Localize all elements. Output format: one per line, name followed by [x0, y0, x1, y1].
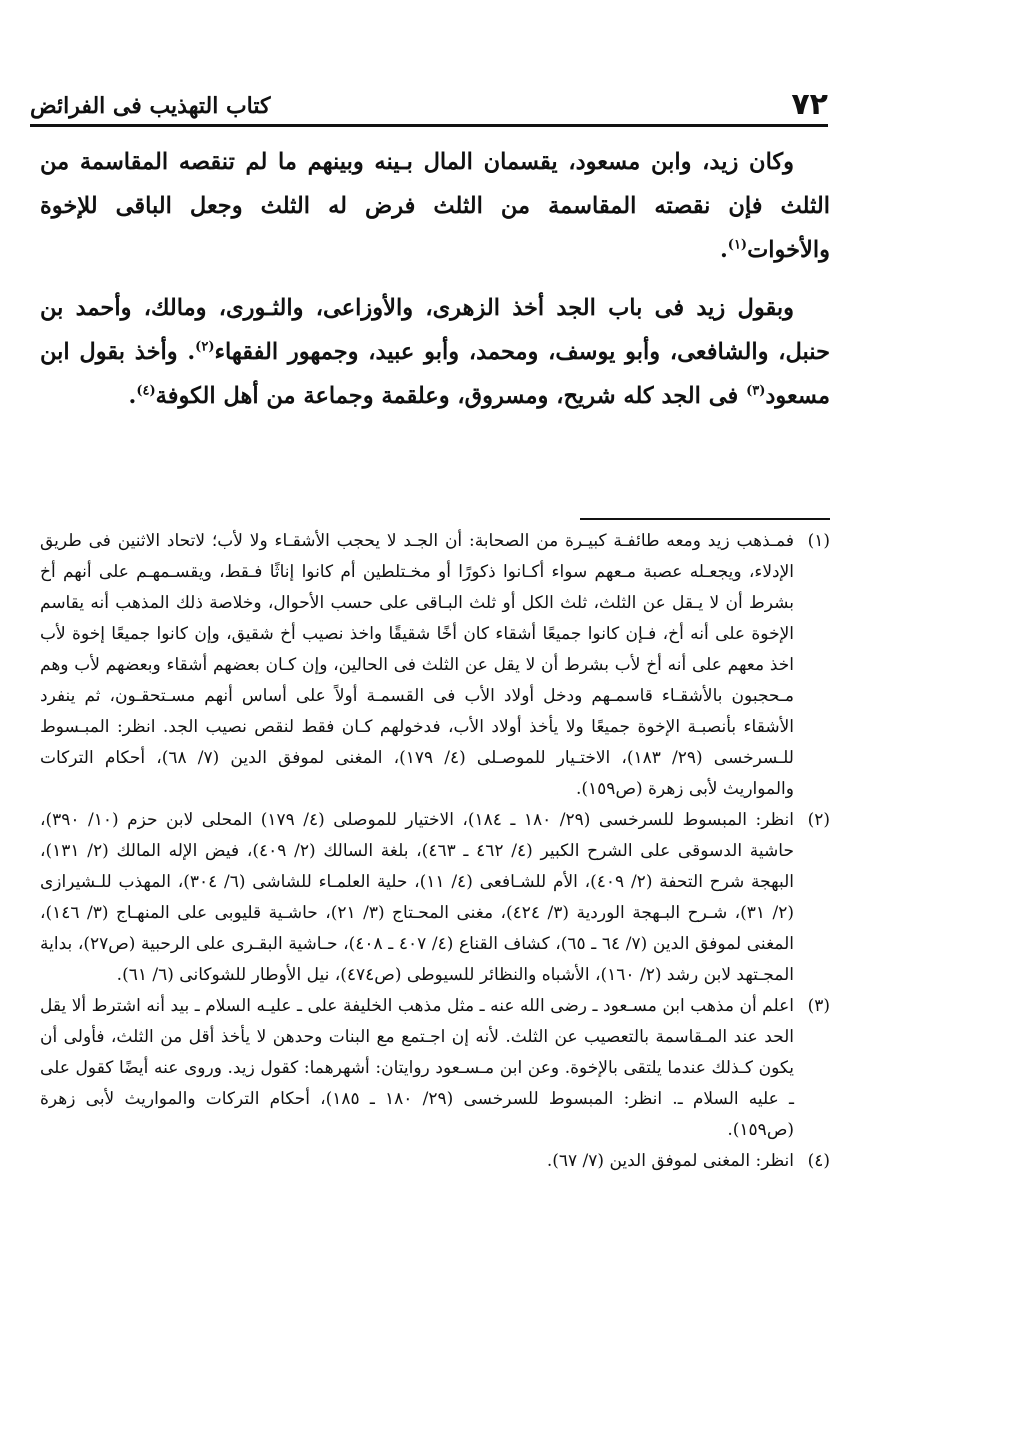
- paragraph-2-text-b: . وأخذ بقول ابن مسعود: [40, 339, 830, 409]
- page-number: ٧٢: [791, 87, 828, 122]
- footnote-number: (٤): [807, 1151, 830, 1171]
- paragraph-2-text-c: فى الجد كله شريح، ومسروق، وعلقمة وجماعة من أهل الكوفة: [155, 383, 747, 409]
- paragraph-2: [40, 286, 830, 418]
- footnote-2: [40, 805, 830, 991]
- paragraph-1-end: .: [719, 237, 728, 263]
- footnote-number: (٢): [807, 810, 830, 830]
- page-header: [30, 88, 828, 127]
- footnote-3: [40, 991, 830, 1146]
- paragraph-2-end: .: [128, 383, 137, 409]
- footnote-text: اعلم أن مذهب ابن مسـعود ـ رضى الله عنه ـ مثل مذهب الخليفة على ـ عليـه السلام ـ بيد أنه اشترط ألا يقل الحد عند المـقاسمة بالتعصيب عن الثلث. لأنه إن اجـتمع مع البنات وحدهن لا يأخذ أقل من الثلث، فأولى أن يكون كـذلك عندما يلتقى بالإخوة. وعن ابن مـسـعود روايتان: أشهرهما: كقول زيد. وروى عنه أيضًا كقول على ـ عليه السلام ـ. انظر: المبسوط للسرخسى (٢٩/ ١٨٠ ـ ١٨٥)، أحكام التركات والمواريث لأبى زهرة (ص١٥٩).: [40, 996, 794, 1140]
- footnote-number: (١): [807, 531, 830, 551]
- footnote-number: (٣): [807, 996, 830, 1016]
- footnote-ref-3: (٣): [746, 383, 766, 399]
- footnotes: [40, 526, 830, 1177]
- footnote-4: [40, 1146, 830, 1177]
- footnote-1: [40, 526, 830, 805]
- footnote-ref-4: (٤): [136, 383, 156, 399]
- footnote-text: فمـذهب زيد ومعه طائفـة كبيـرة من الصحابة: أن الجـد لا يحجب الأشقـاء ولا لأب؛ لاتحاد الاثنين فى طريق الإدلاء، ويجعـله عصبة مـعهم سواء أكـانوا ذكورًا أو مخـتلطين أم كانوا إناثًا فـقط، ويقسـمهـم على أنهم أخ بشرط أن لا يـقل عن الثلث، ثلث الكل أو ثلث البـاقى على حسب الأحوال، وخلاصة ذلك المذهب أنه يقاسم الإخوة على أنه أخ، فـإن كانوا جميعًا أشقاء كان أخًا شقيقًا واخذ نصيب أخ شقيق، وإن كانوا جميعًا إخوة لأب اخذ معهم على أنه أخ لأب بشرط أن لا يقل عن الثلث فى الحالين، وإن كـان بعضهم أشقاء وبعضهم لأب وهم مـحجبون بالأشقـاء قاسمـهم ودخل أولاد الأب فى القسمـة أولاً على أساس أنهم مسـتحقـون، ثم ينفرد الأشقاء بأنصبـة الإخوة جميعًا ولا يأخذ أولاد الأب، فدخولهم كـان فقط لنقص نصيب الجد. انظر: المبـسوط للـسرخسى (٢٩/ ١٨٣)، الاختـيار للموصـلى (٤/ ١٧٩)، المغنى لموفق الدين (٧/ ٦٨)، أحكام التركات والمواريث لأبى زهرة (ص١٥٩).: [40, 531, 794, 799]
- paragraph-1-text: وكان زيد، وابن مسعود، يقسمان المال بـينه وبينهم ما لم تنقصه المقاسمة من الثلث فإن نقصته المقاسمة من الثلث فرض له الثلث وجعل الباقى للإخوة والأخوات: [40, 149, 830, 263]
- main-text: [40, 140, 830, 432]
- footnote-ref-1: (١): [727, 237, 748, 253]
- footnote-text: انظر: المبسوط للسرخسى (٢٩/ ١٨٠ ـ ١٨٤)، الاختيار للموصلى (٤/ ١٧٩) المحلى لابن حزم (١٠/ ٣٩٠)، حاشية الدسوقى على الشرح الكبير (٤/ ٤٦٢ ـ ٤٦٣)، بلغة السالك (٢/ ٤٠٩)، فيض الإله المالك (٢/ ١٣١)، البهجة شرح التحفة (٢/ ٤٠٩)، الأم للشـافعى (٤/ ١١)، حلية العلمـاء للشاشى (٦/ ٣٠٤)، المهذب للـشيرازى (٢/ ٣١)، شـرح البـهجة الوردية (٣/ ٤٢٤)، مغنى المحـتاج (٣/ ٢١)، حاشـية قليوبى على المنهـاج (٣/ ١٤٦)، المغنى لموفق الدين (٧/ ٦٤ ـ ٦٥)، كشاف القناع (٤/ ٤٠٧ ـ ٤٠٨)، حـاشية البقـرى على الرحبية (ص٢٧)، بداية المجـتهد لابن رشد (٢/ ١٦٠)، الأشباه والنظائر للسيوطى (ص٤٧٤)، نيل الأوطار للشوكانى (٦/ ٦١).: [40, 810, 794, 985]
- paragraph-1: [40, 140, 830, 272]
- running-title: كتاب التهذيب فى الفرائض: [30, 93, 271, 119]
- paragraph-2-text-a: وبقول زيد فى باب الجد أخذ الزهرى، والأوزاعى، والثـورى، ومالك، وأحمد بن حنبل، والشافعى، وأبو يوسف، ومحمد، وأبو عبيد، وجمهور الفقهاء: [40, 295, 830, 365]
- footnote-separator: [580, 518, 830, 520]
- footnote-text: انظر: المغنى لموفق الدين (٧/ ٦٧).: [546, 1151, 794, 1171]
- footnote-ref-2: (٢): [195, 339, 215, 355]
